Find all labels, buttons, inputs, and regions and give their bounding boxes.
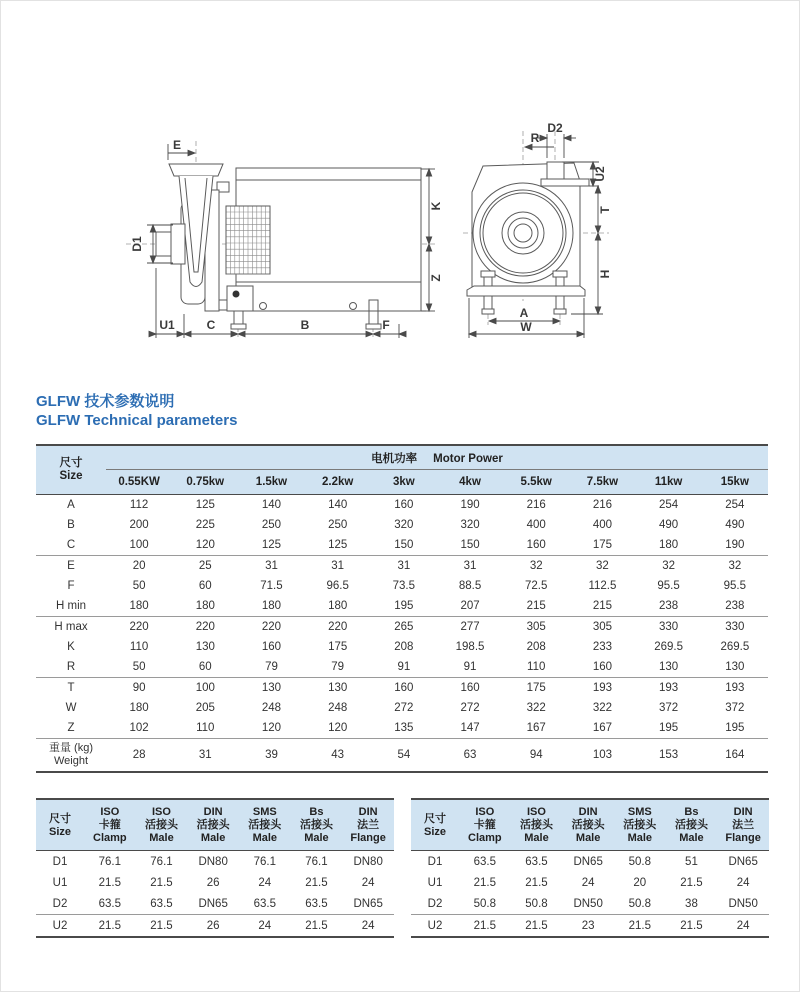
value-cell: 26 — [206, 919, 220, 932]
value-cell: 175 — [328, 641, 348, 653]
value-cell: 50.8 — [459, 893, 511, 915]
size-row-label: H max — [54, 621, 88, 633]
pump-technical-drawing — [31, 86, 771, 356]
conn-row-label: U1 — [427, 876, 443, 889]
value-cell: DN50 — [717, 893, 769, 915]
value-cell: 225 — [195, 519, 215, 531]
connection-header-row — [411, 799, 769, 851]
connection-rows — [36, 851, 394, 938]
value-cell: 372 — [659, 702, 679, 714]
power-col-header: 0.75kw — [172, 470, 238, 495]
size-header-zh: 尺寸 — [59, 457, 83, 469]
power-col-header: 0.55KW — [106, 470, 172, 495]
conn-col-header: DIN 法兰 Flange — [717, 799, 769, 851]
value-cell: 73.5 — [392, 580, 416, 592]
value-cell: 94 — [529, 749, 543, 761]
value-cell: 140 — [328, 499, 348, 511]
value-cell: 21.5 — [98, 876, 122, 889]
section-title-zh: GLFW 技术参数说明 — [36, 393, 175, 410]
motor-power-header — [106, 445, 768, 470]
conn-col-header: 尺寸 Size — [411, 799, 459, 851]
value-cell: 190 — [460, 499, 480, 511]
size-row-label: A — [67, 499, 75, 511]
value-cell: 130 — [261, 682, 282, 694]
value-cell: 160 — [261, 641, 282, 653]
conn-col-header: ISO 卡箍 Clamp — [84, 799, 136, 851]
value-cell: 50 — [106, 657, 172, 678]
value-cell: 76.1 — [150, 855, 173, 868]
value-cell: 269.5 — [720, 641, 750, 653]
dim-label-c: C — [206, 318, 216, 332]
value-cell: 26 — [206, 876, 220, 889]
value-cell: 24 — [581, 876, 595, 889]
value-cell: 175 — [526, 682, 546, 694]
rear-bolt — [369, 300, 378, 311]
conn-col-header: DIN 活接头 Male — [562, 799, 614, 851]
value-cell: 195 — [371, 596, 437, 617]
side-view — [156, 164, 426, 329]
value-cell: 215 — [569, 596, 635, 617]
value-cell: 110 — [503, 657, 569, 678]
value-cell: 54 — [397, 749, 411, 761]
value-cell: 50 — [132, 580, 146, 592]
value-cell: 160 — [460, 682, 480, 694]
conn-row-label: D1 — [52, 855, 68, 868]
value-cell: 24 — [736, 876, 750, 889]
value-cell: 330 — [725, 621, 745, 633]
value-cell: 153 — [659, 749, 679, 761]
dim-label-z: Z — [429, 274, 443, 282]
conn-row-label: U2 — [427, 919, 443, 932]
value-cell: 95.5 — [657, 580, 680, 592]
value-cell: 21.5 — [473, 919, 497, 932]
value-cell: 180 — [238, 596, 304, 617]
value-cell: 250 — [328, 519, 348, 531]
value-cell: 32 — [662, 560, 675, 572]
value-cell: 50.8 — [614, 893, 666, 915]
value-cell: 164 — [725, 749, 745, 761]
value-cell: 50.8 — [628, 855, 651, 868]
power-col-header: 1.5kw — [238, 470, 304, 495]
size-row-label: F — [67, 580, 75, 592]
value-cell: 490 — [725, 519, 745, 531]
value-cell: 130 — [702, 657, 768, 678]
value-cell: 28 — [132, 749, 146, 761]
value-cell: 195 — [636, 718, 702, 739]
conn-row-label: U2 — [52, 919, 68, 932]
dim-label-d1: D1 — [130, 236, 144, 252]
value-cell: 233 — [592, 641, 612, 653]
value-cell: DN65 — [728, 855, 758, 868]
value-cell: 96.5 — [326, 580, 349, 592]
conn-col-header: ISO 卡箍 Clamp — [459, 799, 511, 851]
connection-table-large-sizes — [36, 798, 394, 938]
value-cell: 208 — [394, 641, 414, 653]
conn-col-header: 尺寸 Size — [36, 799, 84, 851]
value-cell: 265 — [394, 621, 414, 633]
value-cell: 150 — [371, 535, 437, 556]
value-cell: 180 — [172, 596, 238, 617]
value-cell: 63.5 — [473, 855, 497, 868]
value-cell: 238 — [702, 596, 768, 617]
value-cell: 254 — [725, 499, 745, 511]
value-cell: 21.5 — [150, 876, 173, 889]
value-cell: 43 — [331, 749, 345, 761]
conn-col-header: Bs 活接头 Male — [666, 799, 718, 851]
value-cell: 200 — [129, 519, 149, 531]
value-cell: 120 — [238, 718, 304, 739]
value-cell: 205 — [195, 702, 215, 714]
power-col-header: 2.2kw — [305, 470, 371, 495]
value-cell: 63.5 — [291, 893, 343, 915]
value-cell: 63 — [463, 749, 477, 761]
value-cell: 60 — [198, 580, 212, 592]
value-cell: 190 — [702, 535, 768, 556]
value-cell: 63.5 — [84, 893, 136, 915]
value-cell: 277 — [460, 621, 480, 633]
value-cell: 32 — [728, 560, 742, 572]
value-cell: 490 — [659, 519, 679, 531]
dim-label-b: B — [300, 318, 310, 332]
conn-row-label: U1 — [52, 876, 68, 889]
value-cell: 24 — [258, 919, 272, 932]
value-cell: DN65 — [342, 893, 394, 915]
value-cell: 180 — [305, 596, 371, 617]
value-cell: 51 — [685, 855, 698, 868]
value-cell: 32 — [529, 560, 543, 572]
value-cell: 112 — [129, 499, 149, 511]
power-col-header: 5.5kw — [503, 470, 569, 495]
value-cell: 21.5 — [680, 876, 703, 889]
value-cell: 31 — [397, 560, 411, 572]
value-cell: 21.5 — [98, 919, 122, 932]
outlet-pipe — [547, 162, 564, 179]
value-cell: 220 — [328, 621, 348, 633]
value-cell: 160 — [503, 535, 569, 556]
value-cell: 31 — [331, 560, 345, 572]
value-cell: 207 — [437, 596, 503, 617]
value-cell: 21.5 — [628, 919, 651, 932]
value-cell: 248 — [328, 702, 348, 714]
motor-power-zh: 电机功率 — [371, 452, 418, 465]
dim-label-a: A — [519, 306, 529, 320]
value-cell: 63.5 — [239, 893, 291, 915]
value-cell: 76.1 — [98, 855, 122, 868]
value-cell: 39 — [265, 749, 278, 761]
dim-label-u1: U1 — [159, 318, 175, 332]
value-cell: 110 — [172, 718, 238, 739]
value-cell: 238 — [636, 596, 702, 617]
value-cell: 24 — [736, 919, 750, 932]
value-cell: 216 — [592, 499, 612, 511]
value-cell: 38 — [666, 893, 718, 915]
value-cell: 79 — [238, 657, 304, 678]
value-cell: 32 — [596, 560, 609, 572]
value-cell: 95.5 — [723, 580, 747, 592]
dim-label-k: K — [429, 201, 443, 211]
power-col-header: 11kw — [636, 470, 702, 495]
section-title-en: GLFW Technical parameters — [36, 412, 238, 429]
value-cell: 150 — [437, 535, 503, 556]
size-row-label: H min — [36, 596, 106, 617]
value-cell: 220 — [195, 621, 215, 633]
conn-row-label: D2 — [411, 893, 459, 915]
outlet-flange — [541, 179, 589, 186]
value-cell: 220 — [261, 621, 282, 633]
value-cell: 31 — [198, 749, 212, 761]
value-cell: 71.5 — [260, 580, 283, 592]
conn-col-header: Bs 活接头 Male — [291, 799, 343, 851]
power-col-header: 15kw — [702, 470, 768, 495]
value-cell: 88.5 — [458, 580, 482, 592]
dim-label-d2: D2 — [547, 121, 563, 135]
power-columns-row — [36, 470, 768, 495]
value-cell: 130 — [636, 657, 702, 678]
value-cell: 21.5 — [680, 919, 703, 932]
size-row-label: K — [67, 641, 75, 653]
value-cell: 25 — [198, 560, 212, 572]
connection-rows — [411, 851, 769, 938]
value-cell: 21.5 — [305, 876, 328, 889]
value-cell: 23 — [581, 919, 595, 932]
dim-label-t: T — [598, 206, 612, 214]
connection-table-small-sizes — [411, 798, 769, 938]
size-row-label: C — [36, 535, 106, 556]
size-row-label: B — [67, 519, 75, 531]
power-col-header: 4kw — [437, 470, 503, 495]
value-cell: 100 — [195, 682, 215, 694]
value-cell: DN65 — [573, 855, 603, 868]
value-cell: 180 — [106, 596, 172, 617]
value-cell: 305 — [592, 621, 612, 633]
front-foot — [227, 286, 253, 311]
value-cell: 102 — [106, 718, 172, 739]
value-cell: 320 — [460, 519, 480, 531]
value-cell: 63.5 — [525, 855, 548, 868]
value-cell: 322 — [526, 702, 546, 714]
value-cell: 135 — [371, 718, 437, 739]
value-cell: 372 — [725, 702, 745, 714]
value-cell: 125 — [305, 535, 371, 556]
section-titles — [36, 392, 237, 430]
value-cell: 21.5 — [525, 876, 548, 889]
value-cell: 400 — [592, 519, 612, 531]
value-cell: 160 — [394, 499, 414, 511]
value-cell: 193 — [659, 682, 679, 694]
value-cell: 198.5 — [455, 641, 485, 653]
conn-row-label: D2 — [36, 893, 84, 915]
dim-label-u2: U2 — [593, 166, 607, 182]
dim-label-w: W — [520, 320, 532, 334]
value-cell: 320 — [394, 519, 414, 531]
conn-row-label: D1 — [427, 855, 443, 868]
suction-port — [156, 232, 171, 256]
value-cell: 21.5 — [150, 919, 173, 932]
value-cell: 120 — [305, 718, 371, 739]
value-cell: 103 — [592, 749, 612, 761]
value-cell: 215 — [503, 596, 569, 617]
size-row-label: Z — [36, 718, 106, 739]
value-cell: 216 — [526, 499, 546, 511]
value-cell: 20 — [633, 876, 647, 889]
value-cell: 50.8 — [511, 893, 563, 915]
size-row-label: W — [65, 702, 77, 714]
size-row-label: 重量 (kg) Weight — [49, 742, 93, 767]
value-cell: 400 — [526, 519, 546, 531]
value-cell: 305 — [526, 621, 546, 633]
value-cell: 72.5 — [525, 580, 548, 592]
value-cell: 254 — [659, 499, 679, 511]
value-cell: 21.5 — [305, 919, 328, 932]
value-cell: 91 — [371, 657, 437, 678]
conn-col-header: SMS 活接头 Male — [239, 799, 291, 851]
value-cell: DN80 — [198, 855, 228, 868]
value-cell: 90 — [132, 682, 146, 694]
size-header-en: Size — [59, 470, 83, 482]
conn-col-header: ISO 活接头 Male — [511, 799, 563, 851]
power-col-header: 3kw — [371, 470, 437, 495]
value-cell: 110 — [129, 641, 149, 653]
value-cell: 193 — [592, 682, 612, 694]
value-cell: 120 — [172, 535, 238, 556]
value-cell: 24 — [361, 876, 375, 889]
value-cell: 21.5 — [525, 919, 548, 932]
size-row-label: E — [67, 560, 75, 572]
value-cell: 24 — [258, 876, 272, 889]
parameter-rows — [36, 495, 768, 773]
dim-label-h: H — [598, 269, 612, 279]
dim-label-r: R — [530, 131, 540, 145]
dim-label-e: E — [172, 138, 182, 152]
value-cell: 130 — [195, 641, 215, 653]
conn-col-header: ISO 活接头 Male — [136, 799, 188, 851]
value-cell: 160 — [394, 682, 414, 694]
dim-label-f: F — [382, 318, 390, 332]
value-cell: 112.5 — [588, 580, 617, 592]
value-cell: 91 — [437, 657, 503, 678]
value-cell: 208 — [526, 641, 546, 653]
technical-parameters-table — [36, 444, 768, 773]
value-cell: 60 — [172, 657, 238, 678]
conn-col-header: DIN 活接头 Male — [187, 799, 239, 851]
conn-col-header: SMS 活接头 Male — [614, 799, 666, 851]
value-cell: 100 — [106, 535, 172, 556]
motor-power-en: Motor Power — [433, 452, 503, 465]
value-cell: 167 — [503, 718, 569, 739]
size-row-label: R — [36, 657, 106, 678]
value-cell: 330 — [659, 621, 679, 633]
value-cell: 269.5 — [654, 641, 683, 653]
value-cell: 220 — [129, 621, 149, 633]
value-cell: 79 — [305, 657, 371, 678]
value-cell: 125 — [238, 535, 304, 556]
value-cell: 140 — [261, 499, 282, 511]
connection-header-row — [36, 799, 394, 851]
inlet-funnel-flange — [169, 164, 223, 176]
value-cell: 63.5 — [136, 893, 188, 915]
value-cell: 20 — [132, 560, 146, 572]
base-plate — [467, 286, 585, 296]
value-cell: 76.1 — [305, 855, 328, 868]
value-cell: 147 — [437, 718, 503, 739]
value-cell: 250 — [261, 519, 282, 531]
value-cell: 130 — [328, 682, 348, 694]
value-cell: 175 — [569, 535, 635, 556]
value-cell: 125 — [195, 499, 215, 511]
power-col-header: 7.5kw — [569, 470, 635, 495]
value-cell: 272 — [460, 702, 480, 714]
value-cell: 31 — [265, 560, 278, 572]
value-cell: 180 — [129, 702, 149, 714]
size-row-label: T — [67, 682, 75, 694]
value-cell: 160 — [569, 657, 635, 678]
size-column-header — [36, 445, 106, 495]
value-cell: 272 — [394, 702, 414, 714]
value-cell: 167 — [569, 718, 635, 739]
value-cell: DN80 — [353, 855, 383, 868]
value-cell: DN65 — [187, 893, 239, 915]
front-view — [467, 162, 589, 314]
value-cell: 193 — [725, 682, 745, 694]
value-cell: 76.1 — [253, 855, 276, 868]
value-cell: 322 — [592, 702, 612, 714]
value-cell: 24 — [361, 919, 375, 932]
value-cell: 180 — [636, 535, 702, 556]
value-cell: 21.5 — [473, 876, 497, 889]
value-cell: 248 — [261, 702, 282, 714]
conn-col-header: DIN 法兰 Flange — [342, 799, 394, 851]
value-cell: 31 — [463, 560, 477, 572]
value-cell: 195 — [702, 718, 768, 739]
value-cell: DN50 — [562, 893, 614, 915]
